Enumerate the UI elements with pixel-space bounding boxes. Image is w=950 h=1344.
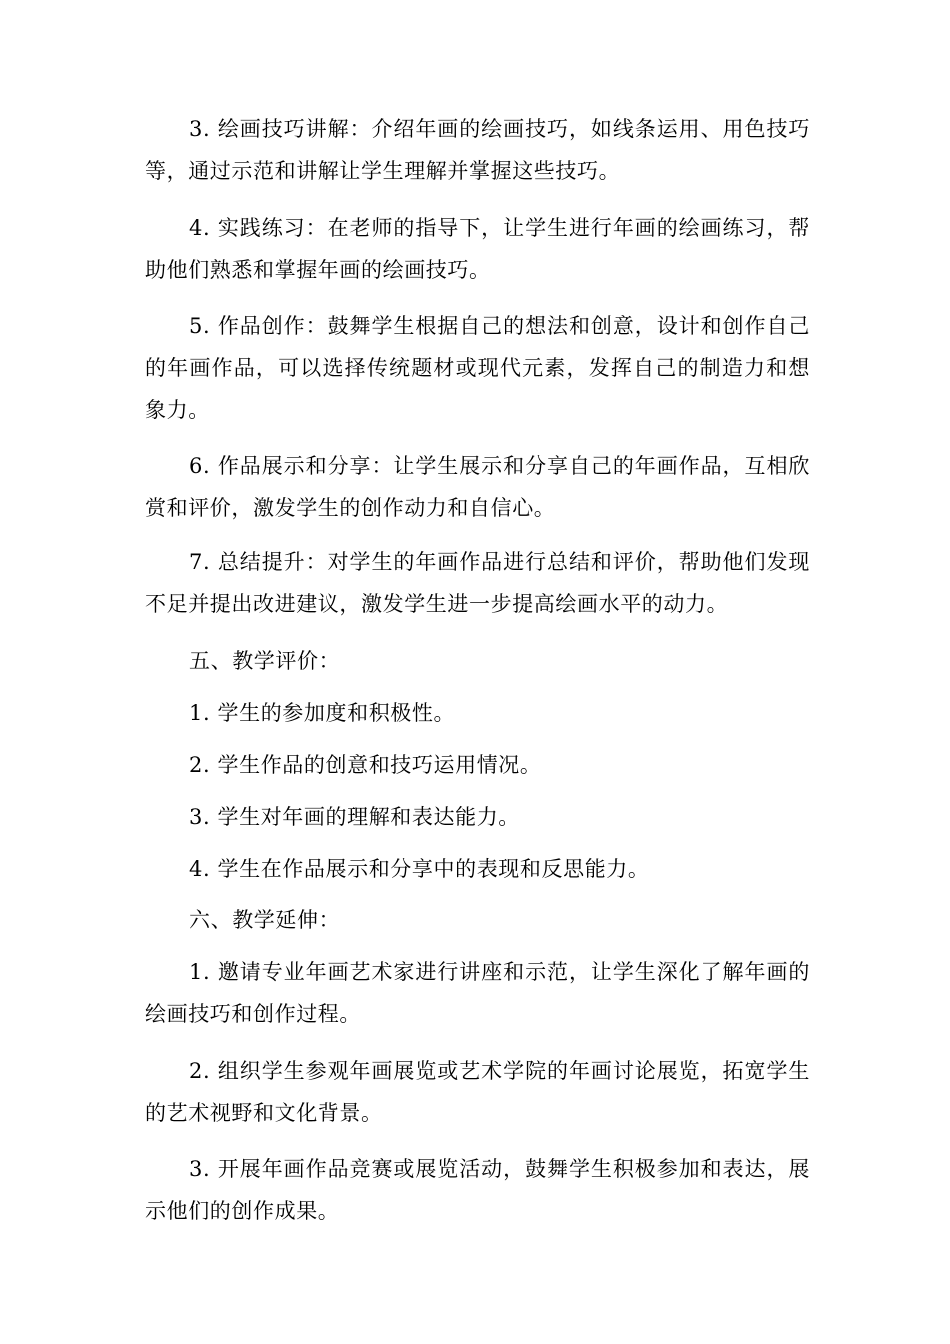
paragraph-practice: 4. 实践练习：在老师的指导下，让学生进行年画的绘画练习，帮助他们熟悉和掌握年画的绘画技巧。 [145, 216, 810, 282]
evaluation-item-3: 3. 学生对年画的理解和表达能力。 [189, 805, 520, 829]
section-heading-evaluation: 五、教学评价： [189, 649, 341, 673]
evaluation-item-2: 2. 学生作品的创意和技巧运用情况。 [189, 753, 542, 777]
section-heading-extension: 六、教学延伸： [189, 908, 341, 932]
evaluation-item-1: 1. 学生的参加度和积极性。 [189, 701, 456, 725]
paragraph-summary: 7. 总结提升：对学生的年画作品进行总结和评价，帮助他们发现不足并提出改进建议，激发学生进一步提高绘画水平的动力。 [145, 550, 810, 616]
paragraph-creation: 5. 作品创作：鼓舞学生根据自己的想法和创意，设计和创作自己的年画作品，可以选择传统题材或现代元素，发挥自己的制造力和想象力。 [145, 314, 810, 422]
evaluation-item-4: 4. 学生在作品展示和分享中的表现和反思能力。 [189, 857, 650, 881]
paragraph-technique-explanation: 3. 绘画技巧讲解：介绍年画的绘画技巧，如线条运用、用色技巧等，通过示范和讲解让学生理解并掌握这些技巧。 [145, 117, 810, 183]
extension-item-3: 3. 开展年画作品竞赛或展览活动，鼓舞学生积极参加和表达，展示他们的创作成果。 [145, 1157, 810, 1223]
extension-item-2: 2. 组织学生参观年画展览或艺术学院的年画讨论展览，拓宽学生的艺术视野和文化背景。 [145, 1059, 810, 1125]
paragraph-showcase: 6. 作品展示和分享：让学生展示和分享自己的年画作品，互相欣赏和评价，激发学生的创作动力和自信心。 [145, 454, 810, 520]
extension-item-1: 1. 邀请专业年画艺术家进行讲座和示范，让学生深化了解年画的绘画技巧和创作过程。 [145, 960, 810, 1026]
